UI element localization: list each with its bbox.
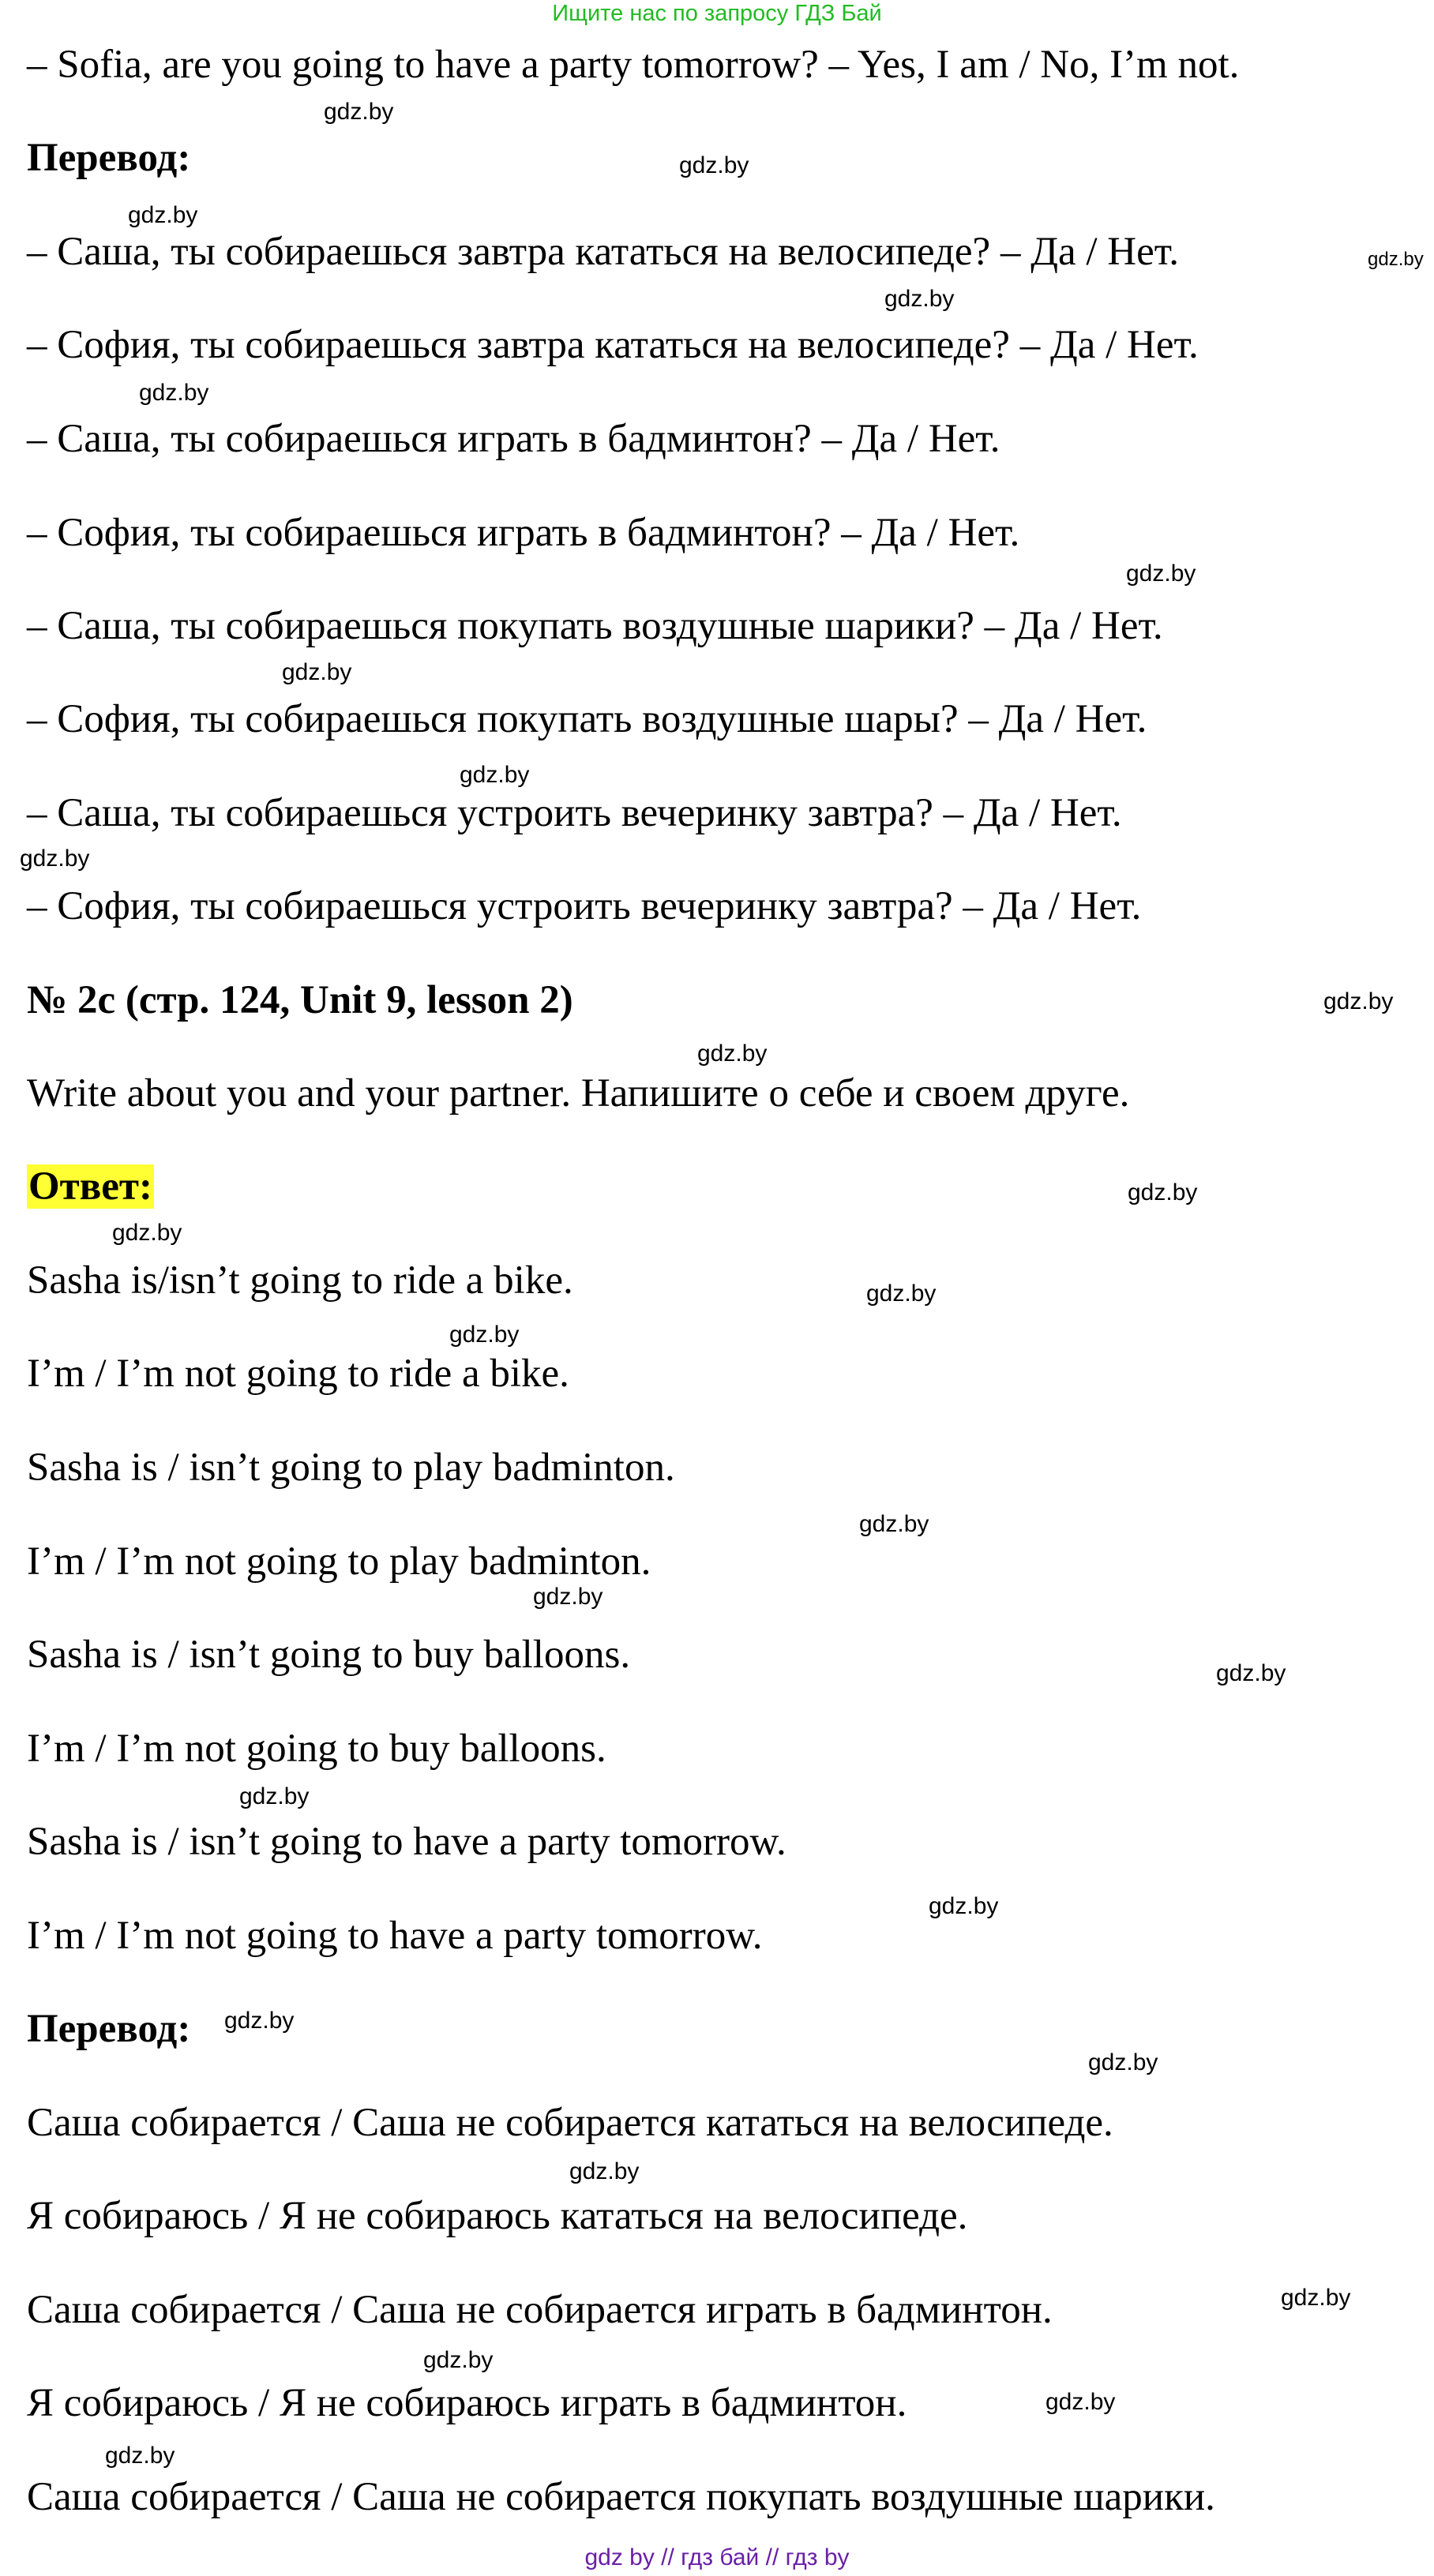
text-line: Саша собирается / Саша не собирается играть в бадминтон. (27, 2288, 1053, 2332)
watermark: gdz.by (859, 1511, 929, 1537)
watermark: gdz.by (1281, 2285, 1351, 2311)
watermark: gdz.by (697, 1041, 768, 1067)
text-line: – Саша, ты собираешься устроить вечеринку завтра? – Да / Нет. (27, 791, 1122, 835)
watermark: gdz.by (324, 99, 394, 125)
answer-label: Ответ: (28, 1164, 152, 1209)
text-line: – Саша, ты собираешься завтра кататься на велосипеде? – Да / Нет. (27, 230, 1179, 274)
text-line: I’m / I’m not going to ride a bike. (27, 1352, 569, 1396)
watermark: gdz.by (884, 286, 955, 312)
text-line: – София, ты собираешься устроить вечеринку завтра? – Да / Нет. (27, 884, 1142, 928)
text-line: Sasha is / isn’t going to play badminton. (27, 1445, 675, 1490)
watermark: gdz.by (866, 1281, 937, 1307)
watermark: gdz.by (1368, 249, 1424, 270)
exercise-task: Write about you and your partner. Напишите о себе и своем друге. (27, 1071, 1130, 1116)
text-line: – София, ты собираешься завтра кататься на велосипеде? – Да / Нет. (27, 323, 1199, 367)
watermark: gdz.by (1126, 561, 1196, 587)
watermark: gdz.by (569, 2158, 640, 2184)
text-line: Sasha is / isn’t going to buy balloons. (27, 1633, 631, 1677)
text-line: – Саша, ты собираешься играть в бадминтон? – Да / Нет. (27, 417, 1000, 461)
watermark: gdz.by (1088, 2049, 1158, 2075)
text-line: Sasha is / isn’t going to have a party tomorrow. (27, 1820, 786, 1864)
text-line: Я собираюсь / Я не собираюсь кататься на велосипеде. (27, 2194, 968, 2238)
text-line: I’m / I’m not going to have a party tomorrow. (27, 1914, 763, 1958)
watermark: gdz.by (1323, 988, 1394, 1014)
watermark: gdz.by (20, 846, 90, 872)
watermark: gdz.by (1045, 2389, 1116, 2415)
text-line: – София, ты собираешься покупать воздушные шары? – Да / Нет. (27, 697, 1147, 741)
watermark: gdz.by (449, 1322, 520, 1348)
text-line: I’m / I’m not going to play badminton. (27, 1539, 651, 1584)
text-line: – София, ты собираешься играть в бадминтон? – Да / Нет. (27, 511, 1020, 555)
answer-heading (27, 1163, 154, 1210)
footer-links: gdz by // гдз бай // гдз by (584, 2544, 850, 2570)
watermark: gdz.by (679, 152, 749, 178)
heading-translation: Перевод: (27, 136, 191, 180)
watermark: gdz.by (460, 762, 530, 788)
watermark: gdz.by (533, 1584, 603, 1610)
watermark: gdz.by (423, 2347, 494, 2373)
text-line: Sasha is/isn’t going to ride a bike. (27, 1258, 573, 1303)
text-line: – Саша, ты собираешься покупать воздушные шарики? – Да / Нет. (27, 604, 1163, 648)
watermark: gdz.by (224, 2008, 295, 2034)
heading-translation: Перевод: (27, 2007, 191, 2051)
watermark: gdz.by (105, 2443, 175, 2469)
watermark: gdz.by (112, 1220, 182, 1246)
watermark: gdz.by (239, 1783, 310, 1809)
text-line: Саша собирается / Саша не собирается покупать воздушные шарики. (27, 2475, 1215, 2519)
text-line: Я собираюсь / Я не собираюсь играть в бадминтон. (27, 2381, 907, 2425)
text-line: I’m / I’m not going to buy balloons. (27, 1727, 606, 1771)
exercise-heading: № 2c (стр. 124, Unit 9, lesson 2) (27, 978, 573, 1022)
text-line: – Sofia, are you going to have a party tomorrow? – Yes, I am / No, I’m not. (27, 43, 1240, 87)
watermark: gdz.by (139, 380, 209, 406)
text-line: Саша собирается / Саша не собирается кататься на велосипеде. (27, 2101, 1113, 2145)
watermark: gdz.by (1128, 1179, 1198, 1206)
top-banner: Ищите нас по запросу ГДЗ Бай (552, 1, 882, 26)
watermark: gdz.by (929, 1893, 999, 1919)
watermark: gdz.by (1216, 1660, 1286, 1686)
watermark: gdz.by (128, 202, 198, 228)
watermark: gdz.by (282, 659, 352, 685)
